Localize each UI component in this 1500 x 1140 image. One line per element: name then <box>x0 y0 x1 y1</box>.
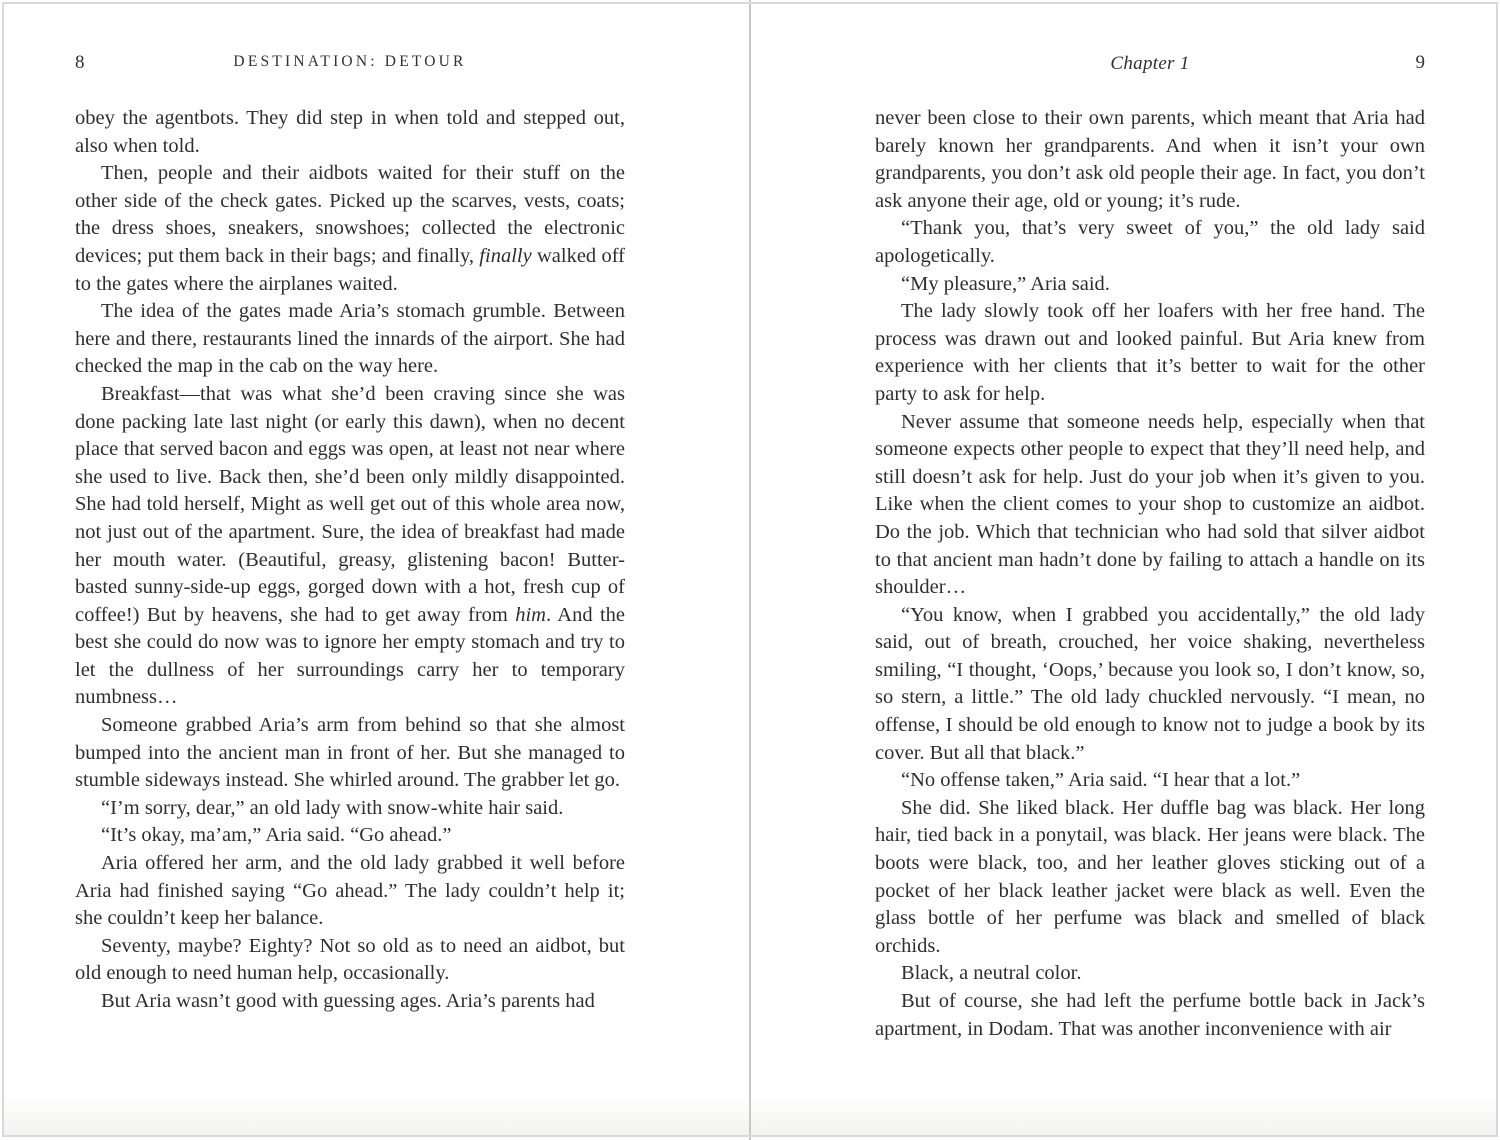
page-gutter-divider <box>749 0 751 1140</box>
left-page-number: 8 <box>75 52 85 73</box>
text-run: But Aria wasn’t good with guessing ages. Aria’s parents had <box>101 990 595 1012</box>
text-run: “It’s okay, ma’am,” Aria said. “Go ahead.” <box>101 824 452 847</box>
text-run: “Thank you, that’s very sweet of you,” the old lady said apologetically. <box>875 217 1425 267</box>
text-run: The lady slowly took off her loafers with her free hand. The process was drawn out and looked painful. But Aria knew from experience with her clients that it’s better to wait for the other party to ask for help. <box>875 300 1425 405</box>
paragraph <box>75 105 625 160</box>
paragraph <box>75 381 625 712</box>
text-run: She did. She liked black. Her duffle bag was black. Her long hair, tied back in a ponytail, was black. Her jeans were black. The boots were black, too, and her leather gloves sticking out of a pocket of her black leather jacket were black as well. Even the glass bottle of her perfume was black and smelled of black orchids. <box>875 796 1425 957</box>
italic-text-run: him <box>515 603 546 626</box>
text-run: Someone grabbed Aria’s arm from behind so that she almost bumped into the ancient man in front of her. But she managed to stumble sideways instead. She whirled around. The grabber let go. <box>75 714 625 792</box>
text-run: “My pleasure,” Aria said. <box>901 272 1110 295</box>
left-running-head: DESTINATION: DETOUR <box>233 53 467 70</box>
paragraph <box>875 298 1425 408</box>
right-page-header <box>875 52 1425 77</box>
text-run: Seventy, maybe? Eighty? Not so old as to need an aidbot, but old enough to need human help, occasionally. <box>75 934 625 985</box>
left-page-header <box>75 52 625 77</box>
paragraph <box>75 298 625 381</box>
paragraph <box>875 988 1425 1043</box>
text-run: Breakfast—that was what she’d been craving since she was done packing late last night (or early this dawn), when no decent place that served bacon and eggs was open, at least not near where she used to live. Back then, she’d been only mildly disappointed. She had told herself, Might as well get out of this whole area now, not just out of the apartment. Sure, the idea of breakfast had made her mouth water. (Beautiful, greasy, glistening bacon! Butter-basted sunny-side-up eggs, gorged down with a hot, fresh cup of coffee!) But by heavens, she had to get away from <box>75 382 625 626</box>
right-running-head: Chapter 1 <box>1110 53 1190 74</box>
paragraph <box>75 160 625 298</box>
paragraph <box>875 271 1425 299</box>
paragraph <box>875 409 1425 602</box>
text-run: The idea of the gates made Aria’s stomach grumble. Between here and there, restaurants lined the innards of the airport. She had checked the map in the cab on the way here. <box>75 300 625 378</box>
text-run: Aria offered her arm, and the old lady grabbed it well before Aria had finished saying “Go ahead.” The lady couldn’t help it; she couldn’t keep her balance. <box>75 852 625 930</box>
text-run: obey the agentbots. They did step in when told and stepped out, also when told. <box>75 107 625 157</box>
paragraph <box>75 822 625 850</box>
paragraph <box>875 215 1425 270</box>
paragraph <box>875 105 1425 215</box>
paragraph <box>75 933 625 988</box>
italic-text-run: finally <box>479 244 532 267</box>
text-run: “No offense taken,” Aria said. “I hear that a lot.” <box>901 769 1301 792</box>
text-run: Never assume that someone needs help, especially when that someone expects other people to expect that they’ll need help, and still doesn’t ask for help. Just do your job when it’s given to you. Like when the client comes to your shop to customize an aidbot. Do the job. Which that technician who had sold that silver aidbot to that ancient man hadn’t done by failing to attach a handle on its shoulder… <box>875 410 1425 599</box>
text-run: Then, people and their aidbots waited for their stuff on the other side of the check gates. Picked up the scarves, vests, coats; the dress shoes, sneakers, snowshoes; collected the electronic devices; put them back in their bags; and finally, <box>75 162 625 267</box>
right-page <box>750 0 1500 1140</box>
paragraph <box>875 767 1425 795</box>
right-page-number: 9 <box>1415 52 1425 73</box>
paragraph <box>875 960 1425 988</box>
text-run: “You know, when I grabbed you accidentally,” the old lady said, out of breath, crouched, her voice shaking, nevertheless smiling, “I thought, ‘Oops,’ because you look so, I don’t know, so, so stern, a little.” The old lady chuckled nervously. “I mean, no offense, I should be old enough to know not to judge a book by its cover. But all that black.” <box>875 603 1425 764</box>
text-run: Black, a neutral color. <box>901 962 1082 985</box>
text-run: walked off to the gates where the airplanes waited. <box>75 244 625 295</box>
paragraph <box>875 795 1425 961</box>
paragraph <box>875 602 1425 768</box>
text-run: But of course, she had left the perfume bottle back in Jack’s apartment, in Dodam. That was another inconvenience with air <box>875 990 1425 1040</box>
paragraph <box>75 850 625 933</box>
paragraph <box>75 988 625 1016</box>
text-run: never been close to their own parents, which meant that Aria had barely known her grandparents. And when it isn’t your own grandparents, you don’t ask old people their age. In fact, you don’t ask anyone their age, old or young; it’s rude. <box>875 107 1425 212</box>
right-page-body <box>875 105 1425 1043</box>
text-run: . And the best she could do now was to ignore her empty stomach and try to let the dullness of her surroundings carry her to temporary numbness… <box>75 603 625 709</box>
paragraph <box>75 795 625 823</box>
text-run: “I’m sorry, dear,” an old lady with snow-white hair said. <box>101 796 564 819</box>
paragraph <box>75 712 625 795</box>
left-page-body <box>75 105 625 1016</box>
